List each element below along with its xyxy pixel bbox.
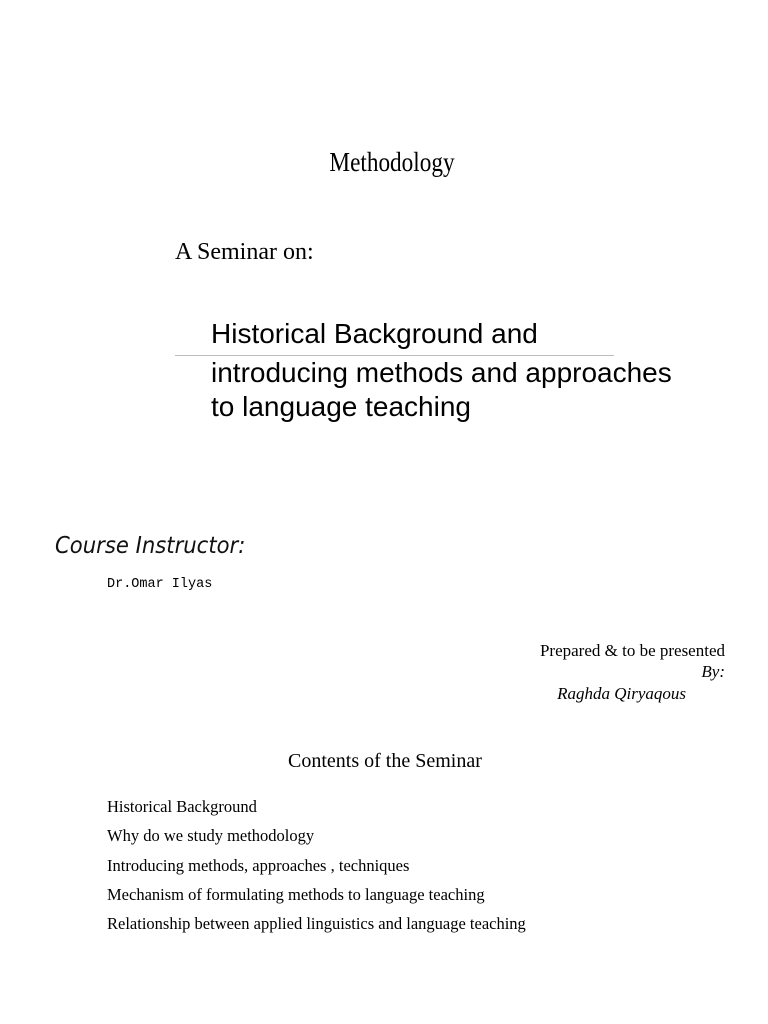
contents-list <box>107 797 526 943</box>
contents-item: Why do we study methodology <box>107 826 315 846</box>
divider-line <box>175 355 614 356</box>
seminar-topic-line-2: introducing methods and approaches <box>211 357 672 388</box>
seminar-intro: A Seminar on: <box>175 239 314 265</box>
prepared-by-label: Prepared & to be presented <box>539 641 725 660</box>
author-name: Raghda Qiryaqous <box>557 684 686 703</box>
contents-item: Introducing methods, approaches , techniques <box>107 855 410 875</box>
course-instructor-label: Course Instructor: <box>55 533 246 559</box>
contents-heading: Contents of the Seminar <box>288 750 482 772</box>
document-title: Methodology <box>329 147 455 177</box>
by-label: By: <box>701 662 725 681</box>
seminar-topic-line-1: Historical Background and <box>211 318 538 349</box>
contents-item: Relationship between applied linguistics and language teaching <box>107 914 526 934</box>
course-instructor-name: Dr.Omar Ilyas <box>107 577 213 592</box>
contents-item: Mechanism of formulating methods to language teaching <box>107 884 485 904</box>
contents-item: Historical Background <box>107 797 257 816</box>
seminar-topic-line-3: to language teaching <box>211 391 471 422</box>
